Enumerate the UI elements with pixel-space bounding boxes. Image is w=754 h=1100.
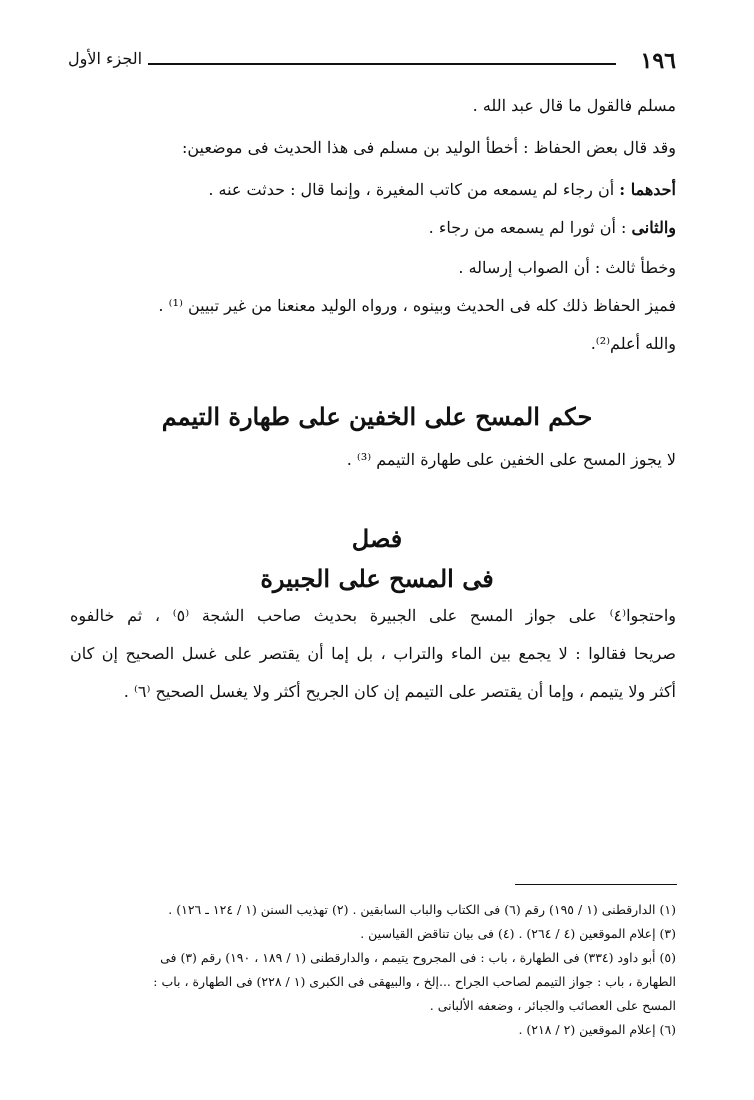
paragraph-4-text: : أن ثورا لم يسمعه من رجاء . — [428, 218, 632, 237]
chapter-heading: فصل — [351, 524, 403, 553]
footnote-6: (٦) إعلام الموقعين (٢ / ٢١٨) . — [518, 1022, 676, 1037]
paragraph-6: فميز الحفاظ ذلك كله فى الحديث وبينوه ، ورواه الوليد معنعنا من غير تبيين ⁽¹⁾ . — [158, 296, 676, 315]
section-heading: حكم المسح على الخفين على طهارة التيمم — [161, 402, 593, 431]
paragraph-5: وخطأ ثالث : أن الصواب إرساله . — [458, 258, 676, 277]
footnote-5: المسح على العصائب والجبائر ، وضعفه الألبانى . — [429, 998, 676, 1013]
footnote-rule — [515, 884, 677, 885]
label-second: والثانى — [631, 218, 676, 237]
header-rule — [148, 63, 616, 65]
paragraph-3 — [208, 180, 676, 199]
label-first: أحدهما : — [619, 180, 676, 199]
footnote-3: (٥) أبو داود (٣٣٤) فى الطهارة ، باب : فى المجروح يتيمم ، والدارقطنى (١ / ١٨٩ ، ١٩٠) رقم (٣) فى — [160, 950, 676, 965]
paragraph-7: والله أعلم⁽²⁾. — [590, 334, 676, 353]
footnote-1: (١) الدارقطنى (١ / ١٩٥) رقم (٦) فى الكتاب والباب السابقين . (٢) تهذيب السنن (١ / ١٢٤ ـ ١٢٦) . — [168, 902, 676, 917]
page-number: ١٩٦ — [640, 48, 676, 74]
paragraph-4 — [429, 218, 676, 237]
running-title: الجزء الأول — [68, 49, 143, 68]
chapter-subheading: فى المسح على الجبيرة — [260, 564, 494, 593]
paragraph-2: وقد قال بعض الحفاظ : أخطأ الوليد بن مسلم فى هذا الحديث فى موضعين: — [181, 138, 676, 157]
chapter-line-1: واحتجوا⁽٤⁾ على جواز المسح على الجبيرة بحديث صاحب الشجة ⁽٥⁾ ، ثم خالفوه — [70, 606, 676, 625]
paragraph-3-text: أن رجاء لم يسمعه من كاتب المغيرة ، وإنما قال : حدثت عنه . — [208, 180, 620, 199]
paragraph-1: مسلم فالقول ما قال عبد الله . — [472, 96, 676, 115]
chapter-line-3: أكثر ولا يتيمم ، وإما أن يقتصر على التيمم إن كان الجريح أكثر ولا يغسل الصحيح ⁽٦⁾ . — [123, 682, 676, 701]
chapter-line-2: صريحا فقالوا : لا يجمع بين الماء والتراب ، بل إما أن يقتصر على غسل الصحيح إن كان — [70, 644, 676, 663]
section-text: لا يجوز المسح على الخفين على طهارة التيمم ⁽³⁾ . — [346, 450, 676, 469]
footnote-4: الطهارة ، باب : جواز التيمم لصاحب الجراح ...إلخ ، والبيهقى فى الكبرى (١ / ٢٢٨) فى الطهارة ، باب : — [153, 974, 676, 989]
footnote-2: (٣) إعلام الموقعين (٤ / ٢٦٤) . (٤) فى بيان تناقض القياسين . — [360, 926, 676, 941]
